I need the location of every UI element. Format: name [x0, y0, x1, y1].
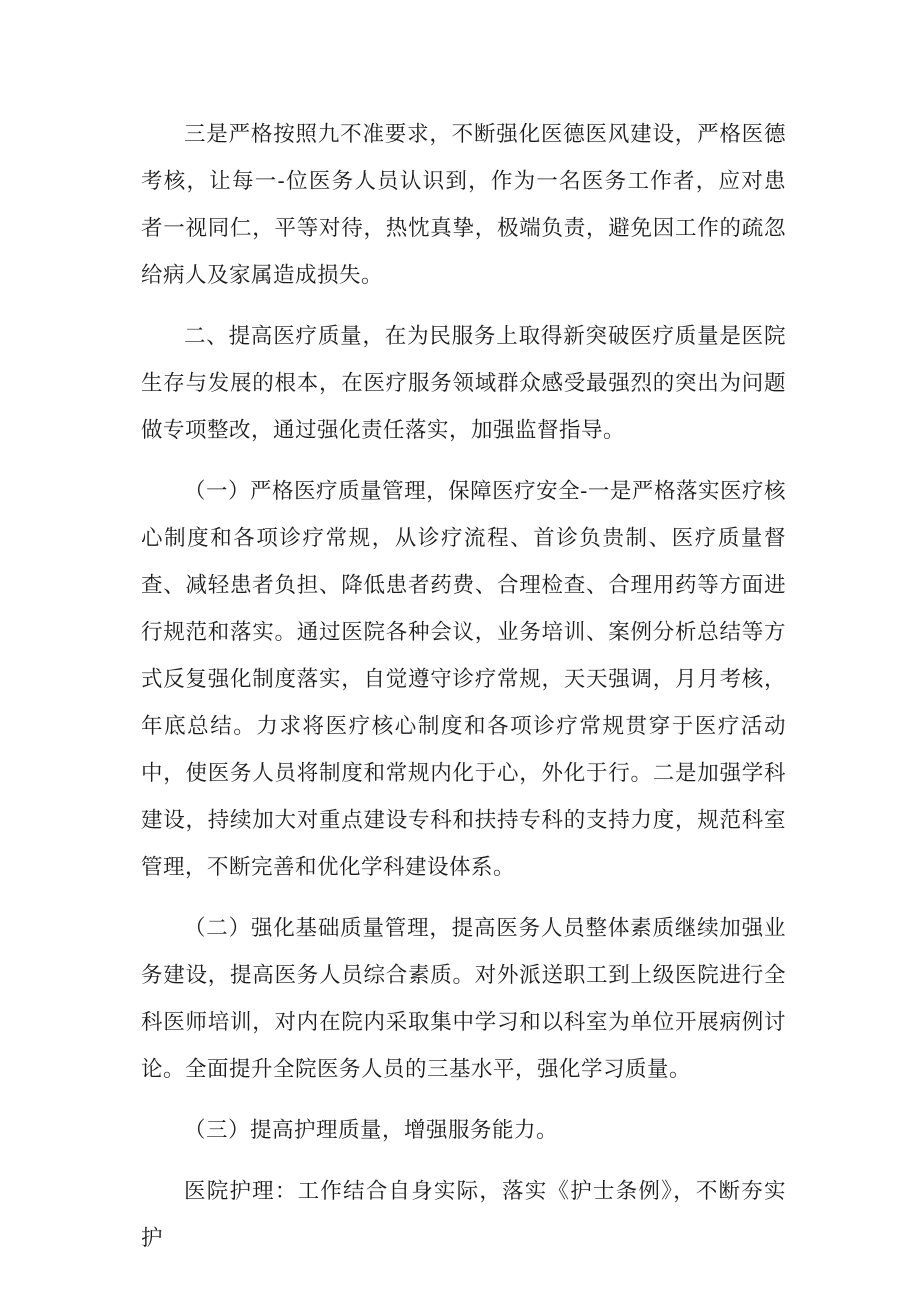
paragraph-medical-ethics: 三是严格按照九不准要求，不断强化医德医风建设，严格医德考核，让每一-位医务人员认识到，作为一名医务工作者，应对患者一视同仁，平等对待，热忱真挚，极端负责，避免因工作的疏忽给病人及家属造成损失。: [141, 122, 786, 288]
paragraph-improve-quality: 二、提高医疗质量，在为民服务上取得新突破医疗质量是医院生存与发展的根本，在医疗服务领域群众感受最强烈的突出为问题做专项整改，通过强化责任落实，加强监督指导。: [141, 324, 786, 443]
document-body: [141, 111, 786, 1276]
paragraph-quality-management: （一）严格医疗质量管理，保障医疗安全-一是严格落实医疗核心制度和各项诊疗常规，从诊疗流程、首诊负贵制、医疗质量督查、减轻患者负担、降低患者药费、合理检查、合理用药等方面进行规范和落实。通过医院各种会议，业务培训、案例分析总结等方式反复强化制度落实，自觉遵守诊疗常规，天天强调，月月考核，年底总结。力求将医疗核心制度和各项诊疗常规贯穿于医疗活动中，使医务人员将制度和常规内化于心，外化于行。二是加强学科建设，持续加大对重点建设专科和扶持专科的支持力度，规范科室管理，不断完善和优化学科建设体系。: [141, 479, 786, 880]
paragraph-basic-quality: （二）强化基础质量管理，提高医务人员整体素质继续加强业务建设，提高医务人员综合素质。对外派送职工到上级医院进行全科医师培训，对内在院内采取集中学习和以科室为单位开展病例讨论。全面提升全院医务人员的三基水平，强化学习质量。: [141, 916, 786, 1082]
paragraph-nursing-work: 医院护理：工作结合自身实际，落实《护士条例》，不断夯实护: [141, 1179, 786, 1251]
paragraph-nursing-heading: （三）提高护理质量，增强服务能力。: [184, 1118, 559, 1143]
